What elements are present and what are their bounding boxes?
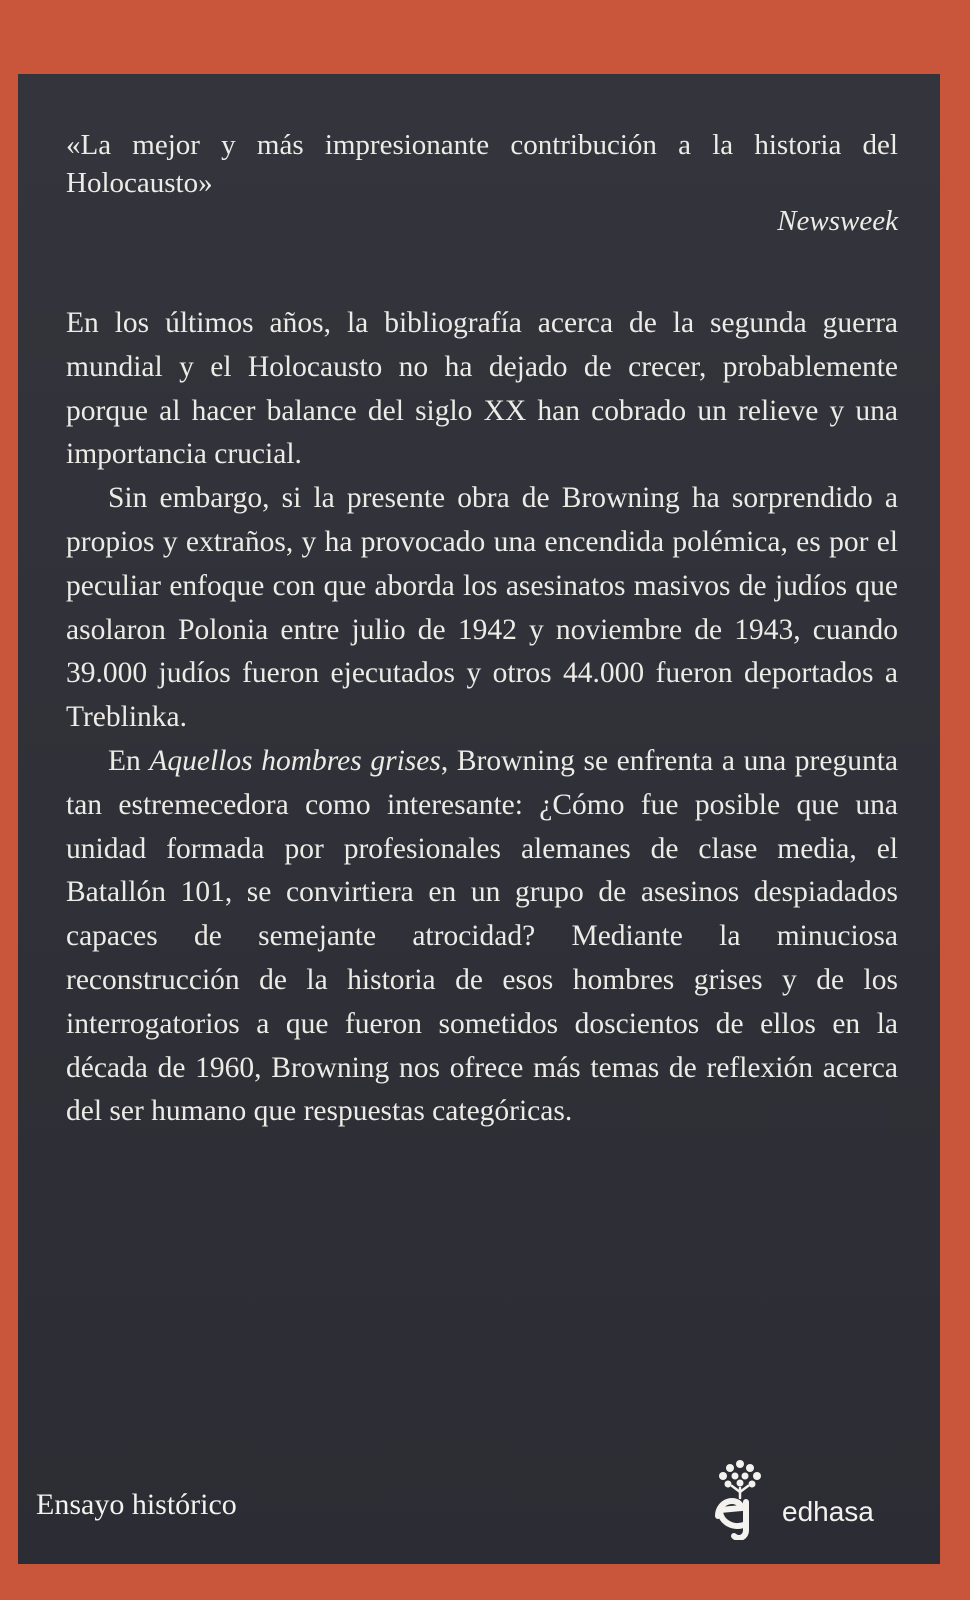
publisher-logo-block (708, 1452, 874, 1542)
blurb-paragraph-2: Sin embargo, si la presente obra de Browning ha sorprendido a propios y extraños, y ha provocado una encendida polémica, es por el peculiar enfoque con que aborda los asesinatos masivos de judíos que asolaron Polonia entre julio de 1942 y noviembre de 1943, cuando 39.000 judíos fueron ejecutados y otros 44.000 fueron deportados a Treblinka. (66, 482, 898, 734)
paragraph-3-prefix: En (108, 744, 150, 777)
press-quote: «La mejor y más impresionante contribución a la historia del Holocausto» (66, 129, 898, 199)
quote-source: Newsweek (777, 205, 898, 237)
book-title: Aquellos hombres grises (149, 744, 441, 777)
publisher-name: edhasa (782, 1496, 874, 1527)
blurb-paragraph-3 (66, 740, 898, 1134)
genre-label: Ensayo histórico (36, 1488, 237, 1521)
blurb-paragraph-1: En los últimos años, la bibliografía acerca de la segunda guerra mundial y el Holocausto no ha dejado de crecer, probablemente porque al hacer balance del siglo XX han cobrado un relieve y una importancia crucial. (66, 307, 898, 471)
cover-text-block (66, 126, 898, 1134)
blurb (66, 302, 898, 1134)
paragraph-3-text: , Browning se enfrenta a una pregunta tan estremecedora como interesante: ¿Cómo fue posible que una unidad formada por profesionales alemanes de clase media, el Batallón 101, se convirtiera en un grupo de asesinos despiadados capaces de semejante atrocidad? Mediante la minuciosa reconstrucción de la historia de esos hombres grises y de los interrogatorios a que fueron sometidos doscientos de ellos en la década de 1960, Browning nos ofrece más temas de reflexión acerca del ser humano que respuestas categóricas. (66, 744, 899, 1128)
tree-e-logo-icon (708, 1454, 772, 1540)
